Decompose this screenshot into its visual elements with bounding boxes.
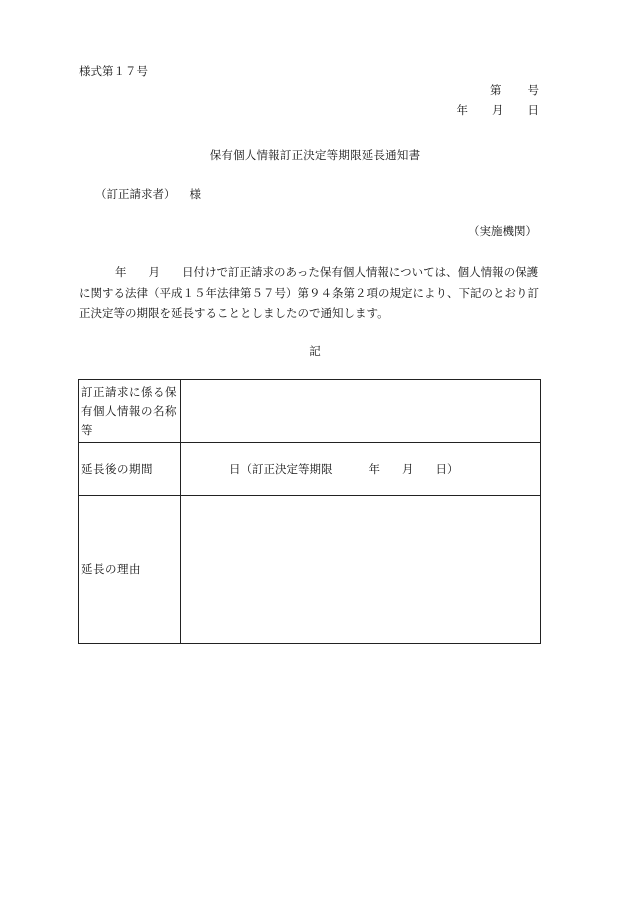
form-number: 様式第１７号: [79, 64, 148, 78]
period-month: 月: [402, 462, 414, 476]
table-row: [79, 496, 541, 644]
label-info-name: 訂正請求に係る保有個人情報の名称等: [79, 380, 181, 443]
doc-number-prefix: 第: [490, 83, 502, 97]
value-extension-reason: [181, 496, 541, 644]
ki-heading: 記: [309, 344, 321, 358]
body-line-1-text: 日付けで訂正請求のあった保有個人情報については、個人情報の保護: [182, 265, 539, 279]
value-info-name: [181, 380, 541, 443]
recipient: [95, 186, 201, 202]
recipient-name: （訂正請求者）: [95, 187, 176, 201]
table-row: [79, 380, 541, 443]
body-year: 年: [115, 265, 127, 279]
body-line-3: 正決定等の期限を延長することとしましたので通知します。: [79, 306, 389, 320]
recipient-honorific: 様: [189, 187, 201, 201]
period-day: 日: [229, 462, 241, 476]
label-extended-period: 延長後の期間: [79, 443, 181, 496]
document-title: 保有個人情報訂正決定等期限延長通知書: [209, 148, 421, 162]
body-line-1: [79, 262, 545, 283]
notice-body: [79, 262, 545, 324]
value-extended-period: [181, 443, 541, 496]
period-deadline-label: （訂正決定等期限: [240, 462, 333, 476]
details-table: [78, 379, 541, 644]
period-close: 日）: [435, 462, 459, 476]
period-year: 年: [368, 462, 380, 476]
document-number: [490, 82, 539, 98]
body-month: 月: [148, 265, 160, 279]
body-line-2: に関する法律（平成１５年法律第５７号）第９４条第２項の規定により、下記のとおり訂: [79, 285, 539, 300]
document-date: [457, 102, 540, 118]
date-month: 月: [492, 103, 504, 117]
doc-number-suffix: 号: [527, 83, 539, 97]
date-day: 日: [527, 103, 539, 117]
issuing-agency: （実施機関）: [468, 224, 537, 238]
label-extension-reason: 延長の理由: [79, 496, 181, 644]
date-year: 年: [456, 103, 468, 117]
table-row: [79, 443, 541, 496]
